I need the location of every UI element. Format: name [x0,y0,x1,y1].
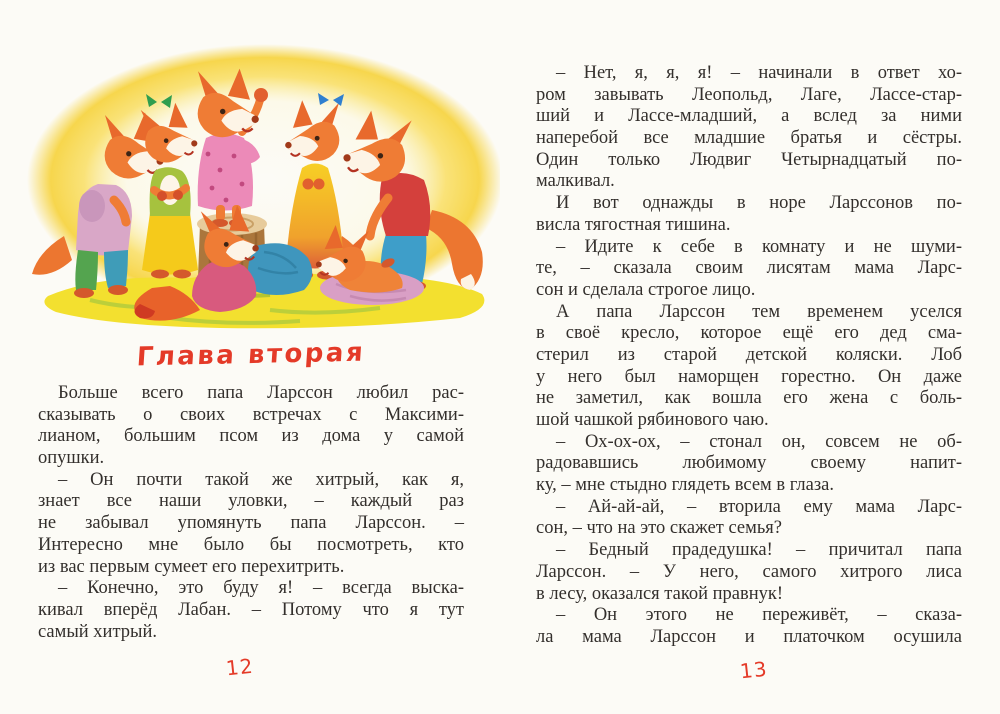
text-line: стерил из старой детской коляски. Лоб [536,344,962,365]
text-line: радовавшись любимому своему напит- [536,453,962,474]
text-line: в своё кресло, которое ещё его дед сма- [536,323,962,344]
text-line: Ларссон. – У него, самого хитрого лиса [536,561,962,582]
text-line: опушки. [38,448,105,469]
fox-family-illustration [20,38,500,330]
text-line: сказывать о своих встречах с Максими- [38,404,464,425]
text-line: ла мама Ларссон и платочком осушила [536,626,962,647]
text-line: – Ай-ай-ай, – вторила ему мама Ларс- [556,496,962,517]
text-line: – Бедный прадедушка! – причитал папа [556,540,962,561]
text-line: самый хитрый. [38,621,157,642]
text-line: не забывал упомянуть папа Ларссон. – [38,513,464,534]
text-line: ку, – мне стыдно глядеть всем в глаза. [536,475,834,496]
text-line: сон и сделала строгое лицо. [536,279,756,300]
text-line: – Конечно, это буду я! – всегда выска- [58,578,464,599]
text-line: из вас первым сумеет его перехитрить. [38,556,345,577]
text-line: у него был наморщен горестно. Он даже [536,366,962,387]
right-page-text [536,63,962,649]
text-line: – Ох-ох-ох, – стонал он, совсем не об- [556,431,962,452]
text-line: ром завывать Леопольд, Лаге, Лассе-стар- [536,84,962,105]
text-line: Интересно мне было бы посмотреть, кто [38,534,464,555]
text-line: не заметил, как вошла его жена с боль- [536,388,962,409]
text-line: висла тягостная тишина. [536,214,731,235]
text-line: И вот однажды в норе Ларссонов по- [556,193,962,214]
text-line: кивал вперёд Лабан. – Потому что я тут [38,599,464,620]
left-page-text [38,383,464,643]
text-line: – Нет, я, я, я! – начинали в ответ хо- [556,63,962,83]
chapter-title: Глава вторая [135,337,367,373]
text-line: А папа Ларссон тем временем уселся [556,301,962,322]
text-line: те, – сказала своим лисятам мама Ларс- [536,258,962,279]
text-line: в лесу, оказался такой правнук! [536,583,784,604]
text-line: наперебой все младшие братья и сёстры. [536,128,962,149]
text-line: шой чашкой рябинового чаю. [536,410,769,430]
text-line: малкивал. [536,171,615,192]
page-number-right: 13 [738,656,769,684]
text-line: знает все наши уловки, – каждый раз [38,491,464,512]
text-line: – Он почти такой же хитрый, как я, [58,469,464,490]
text-line: – Идите к себе в комнату и не шуми- [556,236,962,257]
text-line: Больше всего папа Ларссон любил рас- [58,383,464,403]
text-line: Один только Людвиг Четырнадцатый по- [536,149,962,170]
text-line: ший и Лассе-младший, а вслед за ними [536,106,962,127]
text-line: – Он этого не переживёт, – сказа- [556,605,962,626]
text-line: лианом, большим псом из дома у самой [38,426,464,447]
page-number-left: 12 [224,653,255,681]
text-line: сон, – что на это скажет семья? [536,518,783,539]
